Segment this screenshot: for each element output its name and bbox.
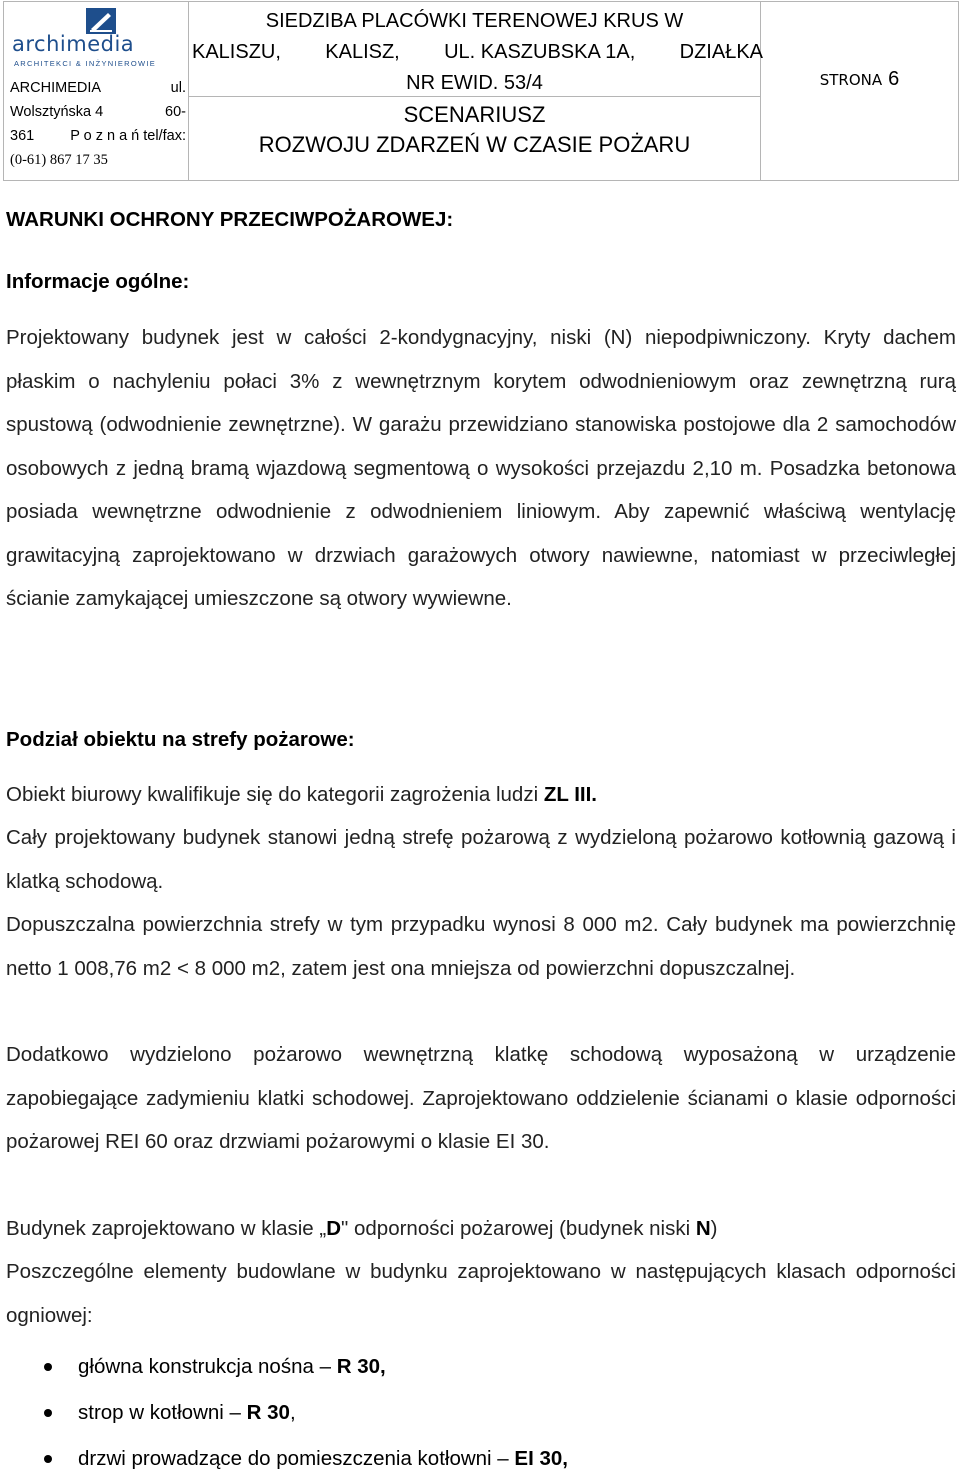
address-street-prefix: ul.: [170, 80, 186, 96]
list-item-text: drzwi prowadzące do pomieszczenia kotłowni –: [78, 1447, 515, 1470]
zones-paragraph-area: Dopuszczalna powierzchnia strefy w tym przypadku wynosi 8 000 m2. Cały budynek ma powierzchnię netto 1 008,76 m2 < 8 000 m2, zatem jest ona mniejsza od powierzchni dopuszczalnej.: [6, 913, 956, 980]
class-value: D: [326, 1217, 342, 1240]
list-item: [6, 1344, 956, 1390]
title-divider: [189, 96, 760, 97]
section-heading: WARUNKI OCHRONY PRZECIWPOŻAROWEJ:: [6, 208, 454, 231]
class-text-a: Budynek zaprojektowano w klasie „: [6, 1217, 327, 1240]
fire-resistance-list: [6, 1344, 956, 1482]
page-number-value: 6: [888, 68, 900, 90]
logo-mark-icon: [86, 8, 116, 34]
document-title: [189, 100, 760, 160]
address-postcode-a: 60-: [165, 104, 186, 120]
fire-zones-heading: Podział obiektu na strefy pożarowe:: [6, 728, 355, 751]
building-height-value: N: [695, 1217, 711, 1240]
class-text-b: " odporności pożarowej (budynek niski: [341, 1217, 696, 1240]
general-info-heading: Informacje ogólne:: [6, 270, 190, 293]
logo-wordmark: archimedia: [12, 32, 135, 56]
zones-category-value: ZL III.: [543, 783, 597, 806]
zones-paragraph-elements: Poszczególne elementy budowlane w budynku zaprojektowano w następujących klasach odporności ogniowej:: [6, 1260, 956, 1327]
list-item-class: EI 30,: [514, 1447, 568, 1470]
class-text-c: ): [710, 1217, 718, 1240]
document-title-line2: ROZWOJU ZDARZEŃ W CZASIE POŻARU: [258, 132, 691, 157]
list-item-class: R 30,: [336, 1355, 386, 1378]
zones-paragraph-stairwell: Dodatkowo wydzielono pożarowo wewnętrzną klatkę schodową wyposażoną w urządzenie zapobiegające zadymieniu klatki schodowej. Zaprojektowano oddzielenie ścianami o klasie odporności pożarowej REI 60 oraz drzwiami pożarowymi o klasie EI 30.: [6, 1043, 956, 1153]
list-item-text: główna konstrukcja nośna –: [78, 1355, 337, 1378]
page-label: STRONA: [819, 71, 883, 89]
address-postcode-b: 361: [10, 128, 35, 144]
company-logo: [12, 8, 184, 72]
list-item: [6, 1390, 956, 1436]
document-title-line1: SCENARIUSZ: [403, 102, 546, 127]
address-phone: (0-61) 867 17 35: [10, 152, 108, 168]
site-title-street: UL. KASZUBSKA 1A,: [444, 41, 636, 63]
address-company-name: ARCHIMEDIA: [10, 80, 102, 96]
page-number: [761, 68, 958, 91]
document-header: [3, 1, 959, 181]
logo-subline: ARCHITEKCI & INŻYNIEROWIE: [14, 59, 157, 68]
list-item-text: strop w kotłowni –: [78, 1401, 247, 1424]
company-cell: [4, 2, 189, 180]
zones-category-text: Obiekt biurowy kwalifikuje się do kategorii zagrożenia ludzi: [6, 783, 539, 806]
site-title: [189, 6, 763, 99]
site-title-line2: [189, 37, 763, 68]
address-city: P o z n a ń tel/fax:: [70, 128, 186, 144]
list-item-tail: ,: [289, 1401, 296, 1424]
list-item-class: R 30: [246, 1401, 290, 1424]
list-item: [6, 1436, 956, 1482]
zones-paragraph-category: [6, 773, 956, 817]
site-title-line3: NR EWID. 53/4: [406, 72, 543, 94]
site-title-city-a: KALISZU,: [192, 41, 281, 63]
company-address: [10, 76, 186, 172]
site-title-plot: DZIAŁKA: [679, 41, 763, 63]
site-title-city-b: KALISZ,: [325, 41, 400, 63]
site-title-line1: SIEDZIBA PLACÓWKI TERENOWEJ KRUS W: [265, 10, 684, 32]
zones-paragraph-class: [6, 1207, 956, 1251]
title-cell: [189, 2, 761, 180]
page-cell: [761, 2, 958, 180]
address-street: Wolsztyńska 4: [10, 104, 104, 120]
general-info-paragraph: Projektowany budynek jest w całości 2-kondygnacyjny, niski (N) niepodpiwniczony. Kryty dachem płaskim o nachyleniu połaci 3% z wewnętrznym korytem odwodnieniowym oraz zewnętrzną rurą spustową (odwodnienie zewnętrzne). W garażu przewidziano stanowiska postojowe dla 2 samochodów osobowych z jedną bramą wjazdową segmentową o wysokości przejazdu 2,10 m. Posadzka betonowa posiada wewnętrzne odwodnienie z odwodnieniem liniowym. Aby zapewnić właściwą wentylację grawitacyjną zaprojektowano w drzwiach garażowych otwory nawiewne, natomiast w przeciwległej ścianie zamykającej umieszczone są otwory wywiewne.: [6, 326, 956, 610]
zones-paragraph-single-zone: Cały projektowany budynek stanowi jedną strefę pożarową z wydzieloną pożarowo kotłownią gazową i klatką schodową.: [6, 826, 956, 893]
